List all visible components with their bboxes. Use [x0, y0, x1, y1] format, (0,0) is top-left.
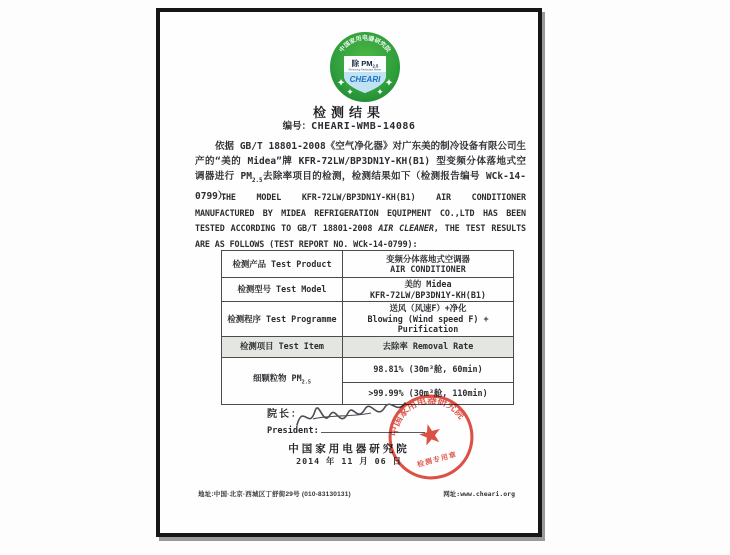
cell-line: 美的 Midea	[404, 279, 452, 289]
document-title: 检测结果	[312, 105, 385, 120]
badge-tagline: Removing Particulate Matter	[348, 68, 382, 72]
row-label-test-programme: 检测程序 Test Programme	[222, 302, 343, 337]
intro-zh-pm-subscript: 2.5	[251, 177, 263, 184]
result-60min: 98.81% (30m³舱, 60min)	[343, 357, 514, 382]
cell-line: Blowing (Wind speed F) +	[367, 313, 489, 324]
cell-line: 送风（风速F）+净化	[389, 303, 467, 313]
intro-paragraph-en	[195, 190, 526, 252]
badge-brand: CHEARI	[349, 75, 381, 84]
pm-label-subscript: 2.5	[301, 379, 311, 386]
intro-en-text-cont: , THE TEST RESULTS ARE AS FOLLOWS (TEST REPORT NO. WCk-14-0799):	[195, 223, 526, 249]
seal-star-icon	[417, 421, 443, 446]
row-value-removal-rate: 去除率 Removal Rate	[343, 336, 514, 357]
serial-label: 编号：	[282, 121, 312, 132]
intro-zh-text-cont: 去除率项目的检测，检测结果如下（检测报告编号 WCk-14-0799）：	[195, 171, 526, 202]
footer-website: 网址:www.cheari.org	[443, 490, 515, 498]
badge-arc-text: 中国家用电器研究院	[338, 36, 392, 54]
issue-date: 2014 年 11 月 06 日	[296, 456, 402, 466]
row-value-test-product	[343, 251, 514, 278]
row-value-test-model	[343, 278, 514, 302]
cheari-badge-icon	[329, 31, 401, 103]
president-label-zh: 院长：	[267, 409, 303, 420]
test-results-table	[221, 250, 514, 405]
certificate-page	[156, 8, 542, 537]
cell-line: AIR CONDITIONER	[390, 264, 466, 274]
row-value-test-programme	[343, 302, 514, 337]
badge-title: 除 $PM_{2.5}$	[351, 59, 379, 69]
serial-value: CHEARI-WMB-14086	[311, 121, 416, 132]
cell-line: Purification	[397, 324, 459, 334]
cell-line: KFR-72LW/BP3DN1Y-KH(B1)	[370, 289, 486, 300]
serial-number-line	[160, 118, 538, 132]
pm-label: 细颗粒物 PM	[252, 372, 302, 383]
row-label-test-product: 检测产品 Test Product	[222, 251, 343, 278]
table-row	[222, 357, 514, 382]
table-row	[222, 251, 514, 278]
intro-en-text: THE MODEL KFR-72LW/BP3DN1Y-KH(B1) AIR CONDITIONER MANUFACTURED BY MIDEA REFRIGERATION EQUIPMENT CO.,LTD HAS BEEN TESTED ACCORDING TO GB/T 18801-2008	[195, 192, 526, 234]
seal-bottom-text: 检测专用章	[416, 450, 458, 469]
result-110min: >99.99% (30m³舱, 110min)	[343, 382, 514, 404]
seal-arc-text: 中国家用电器研究院	[388, 395, 467, 438]
cheari-badge-svg	[329, 31, 401, 103]
intro-zh-text: 依据 GB/T 18801-2008《空气净化器》对广东美的制冷设备有限公司生产的“美的 Midea”牌 KFR-72LW/BP3DN1Y-KH(B1) 型变频分体落地式空调器进行 PM	[195, 141, 526, 182]
row-label-test-model: 检测型号 Test Model	[222, 278, 343, 302]
row-label-test-item: 检测项目 Test Item	[222, 336, 343, 357]
footer-address: 地址:中国·北京·西城区丁舒街29号 (010-83130131)	[198, 491, 351, 498]
seal-svg	[387, 393, 475, 481]
official-seal-stamp	[387, 393, 475, 481]
table-row	[222, 302, 514, 337]
institute-name: 中国家用电器研究院	[288, 443, 410, 455]
table-row-header-shaded	[222, 336, 514, 357]
president-label-en: President:	[267, 426, 319, 436]
table-row	[222, 278, 514, 302]
intro-en-standard-name: AIR CLEANER	[378, 223, 434, 234]
cell-line: 变频分体落地式空调器	[386, 253, 470, 264]
